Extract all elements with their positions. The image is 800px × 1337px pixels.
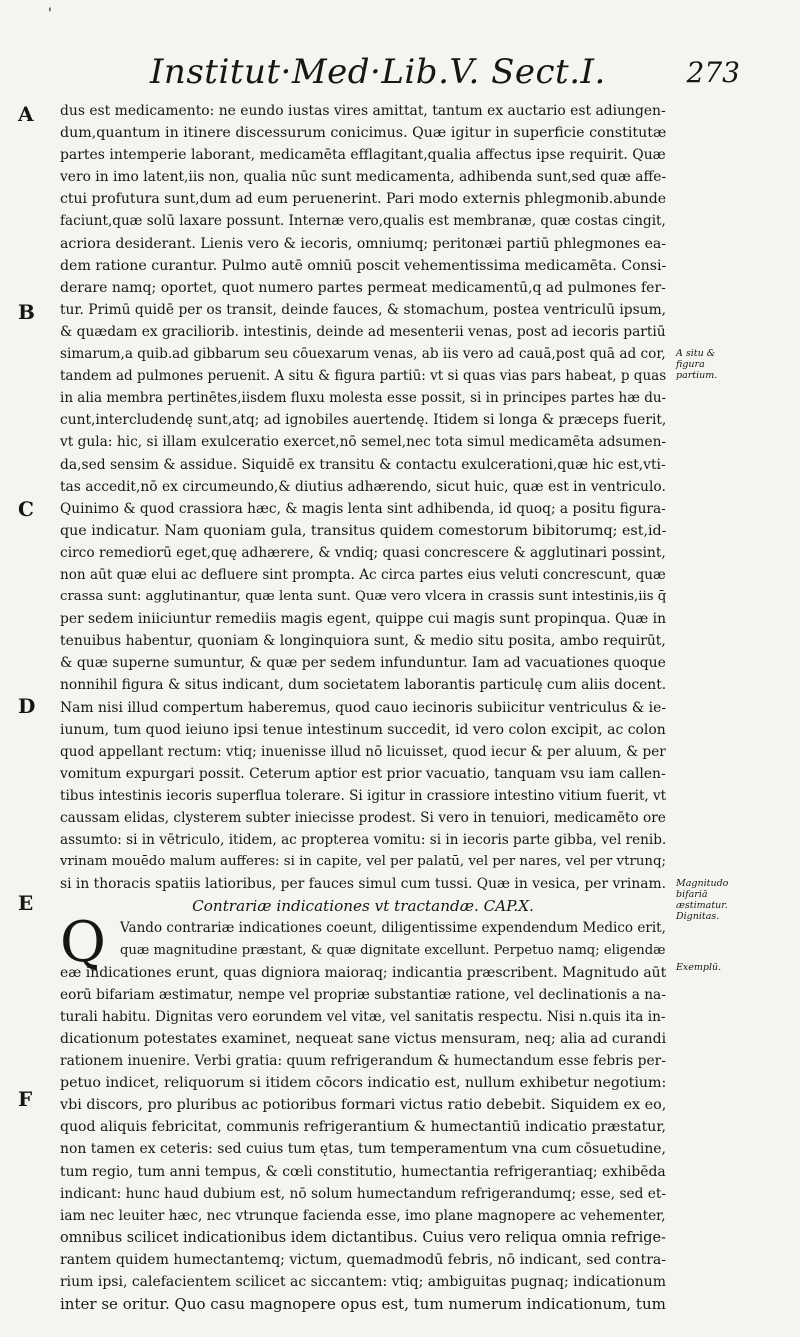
text-line: assumto: si in vētriculo, itidem, ac propterea vomitu: si in iecoris parte gibba, vel renib. <box>60 832 666 849</box>
text-line: inter se oritur. Quo casu magnopere opus est, tum numerum indicationum, tum <box>60 1295 666 1314</box>
text-line: faciunt,quæ solū laxare possunt. Internæ vero,qualis est membranæ, quæ costas cingit, <box>60 213 666 230</box>
text-line: rium ipsi, calefacientem scilicet ac siccantem: vtiq; ambiguitas pugnaq; indicationum <box>60 1273 666 1290</box>
text-line: rationem inuenire. Verbi gratia: quum refrigerandum & humectandum esse febris per- <box>60 1053 666 1070</box>
text-line: quæ magnitudine præstant, & quæ dignitate excellunt. Perpetuo namq; eligendæ <box>120 942 666 958</box>
text-line: vomitum expurgari possit. Ceterum aptior est prior vacuatio, tanquam vsu iam callen- <box>60 765 666 782</box>
text-line: que indicatur. Nam quoniam gula, transitus quidem comestorum bibitorumq; est,id- <box>60 522 666 539</box>
text-line: caussam elidas, clysterem subter iniecisse prodest. Si vero in tenuiori, medicamēto ore <box>60 810 666 826</box>
text-line: non tamen ex ceteris: sed cuius tum ętas, tum temperamentum vna cum cōsuetudine, <box>60 1141 666 1158</box>
section-sigla-a: A <box>18 102 34 126</box>
text-line: tenuibus habentur, quoniam & longinquiora sunt, & medio situ posita, ambo requirūt, <box>60 633 666 650</box>
text-line: dus est medicamento: ne eundo iustas vires amittat, tantum ex auctario est adiungen- <box>60 103 666 119</box>
section-sigla-f: F <box>18 1087 33 1111</box>
text-line: rantem quidem humectantemq; victum, quemadmodū febris, nō indicant, sed contra- <box>60 1251 666 1268</box>
text-line: iam nec leuiter hæc, nec vtrunque facienda esse, imo plane magnopere ac vehementer, <box>60 1207 666 1224</box>
text-line: petuo indicet, reliquorum si itidem cōcors indicatio est, nullum exhibetur negotium: <box>60 1075 666 1092</box>
section-sigla-d: D <box>18 694 36 718</box>
section-sigla-b: B <box>18 300 35 324</box>
text-line: & quædam ex graciliorib. intestinis, deinde ad mesenterii venas, post ad iecoris partiū <box>60 323 666 340</box>
margin-note-exemplum: Exemplū. <box>676 962 722 973</box>
text-line: iunum, tum quod ieiuno ipsi tenue intestinum succedit, id vero colon excipit, ac colon <box>60 721 666 738</box>
text-line: vt gula: hic, si illam exulceratio exercet,nō semel,nec tota simul medicamēta adsumen- <box>60 434 666 451</box>
text-line: cunt,intercludendę sunt,atq; ad ignobiles auertendę. Itidem si longa & præceps fuerit, <box>60 412 666 429</box>
text-line: vero in imo latent,iis non, qualia nūc sunt medicamenta, adhibenda sunt,sed quæ affe- <box>60 169 666 186</box>
text-line: partes intemperie laborant, medicamēta efflagitant,qualia affectus ipse requirit. Quæ <box>60 147 666 164</box>
text-line: crassa sunt: agglutinantur, quæ lenta sunt. Quæ vero vlcera in crassis sunt intestinis,iis q̄ <box>60 589 666 605</box>
text-line: tur. Primū quidē per os transit, deinde fauces, & stomachum, postea ventriculū ipsum, <box>60 301 666 318</box>
text-line: in alia membra pertinētes,iisdem fluxu molesta esse possit, si in principes partes hæ du- <box>60 390 666 407</box>
drop-cap: Q <box>60 910 106 976</box>
text-line: & quæ superne sumuntur, & quæ per sedem infunduntur. Iam ad vacuationes quoque <box>60 655 666 672</box>
text-line: vbi discors, pro pluribus ac potioribus formari victus ratio debebit. Siquidem ex eo, <box>60 1097 666 1114</box>
text-line: acriora desiderant. Lienis vero & iecoris, omniumq; peritonæi partiū phlegmones ea- <box>60 235 666 252</box>
margin-note-magnitudo: Magnitudo bifariā æstimatur. Dignitas. <box>676 878 729 922</box>
text-line: dicationum potestates examinet, nequeat sane victus mensuram, neq; alia ad curandi <box>60 1030 666 1047</box>
text-line: tum regio, tum anni tempus, & cœli constitutio, humectantia refrigerantiaq; exhibēda <box>60 1163 666 1180</box>
main-text <box>60 100 666 1337</box>
text-line: per sedem iniiciuntur remediis magis egent, quippe cui magis sunt propinqua. Quæ in <box>60 611 666 628</box>
chapter-heading: Contrariæ indicationes vt tractandæ. CAP.X. <box>192 897 534 916</box>
text-line: si in thoracis spatiis latioribus, per fauces simul cum tussi. Quæ in vesica, per vrinam. <box>60 876 666 893</box>
section-sigla-e: E <box>18 891 34 915</box>
text-line: turali habitu. Dignitas vero eorundem vel vitæ, vel sanitatis respectu. Nisi n.quis ita in- <box>60 1008 666 1025</box>
text-line: ctui profutura sunt,dum ad eum peruenerint. Pari modo externis phlegmonib.abunde <box>60 191 666 208</box>
ink-speck: ' <box>48 6 52 22</box>
text-line: quod aliquis febricitat, communis refrigerantium & humectantiū indicatio præstatur, <box>60 1119 666 1136</box>
page-header <box>140 52 740 94</box>
text-line: circo remediorū eget,quę adhærere, & vndiq; quasi concrescere & agglutinari possint, <box>60 544 666 561</box>
page-number: 273 <box>686 56 740 89</box>
running-head: Institut·Med·Lib.V. Sect.I. <box>150 52 606 92</box>
text-line: da,sed sensim & assidue. Siquidē ex transitu & contactu exulcerationi,quæ hic est,vti- <box>60 456 666 473</box>
text-line: tandem ad pulmones peruenit. A situ & figura partiū: vt si quas vias pars habeat, p quas <box>60 368 666 385</box>
text-line: dem ratione curantur. Pulmo autē omniū poscit vehementissima medicamēta. Consi- <box>60 257 666 274</box>
text-line: non aūt quæ elui ac defluere sint prompta. Ac circa partes eius veluti concrescunt, quæ <box>60 566 666 583</box>
text-line: Quinimo & quod crassiora hæc, & magis lenta sint adhibenda, id quoq; a positu figura- <box>60 500 666 517</box>
text-line: dum,quantum in itinere discessurum conicimus. Quæ igitur in superficie constitutæ <box>60 125 666 142</box>
text-line: tas accedit,nō ex circumeundo,& diutius adhærendo, sicut huic, quæ est in ventriculo. <box>60 478 666 495</box>
text-line <box>60 1315 666 1337</box>
margin-note-situ: A situ & figura partium. <box>676 348 718 381</box>
text-line: indicant: hunc haud dubium est, nō solum humectandum refrigerandumq; esse, sed et- <box>60 1185 666 1202</box>
text-line: Nam nisi illud compertum haberemus, quod cauo iecinoris subiicitur ventriculus & ie- <box>60 699 666 716</box>
text-line: eorū bifariam æstimatur, nempe vel propriæ substantiæ ratione, vel declinationis a na- <box>60 986 666 1003</box>
text-line: simarum,a quib.ad gibbarum seu cōuexarum venas, ab iis vero ad cauā,post quā ad cor, <box>60 346 666 363</box>
section-sigla-c: C <box>18 497 34 521</box>
text-line: quod appellant rectum: vtiq; inuenisse illud nō licuisset, quod iecur & per aluum, & per <box>60 743 666 760</box>
text-line: vrinam mouēdo malum aufferes: si in capite, vel per palatū, vel per nares, vel per vtrunq; <box>60 854 666 870</box>
text-line: eæ indicationes erunt, quas digniora maioraq; indicantia præscribent. Magnitudo aūt <box>60 964 666 981</box>
text-line: omnibus scilicet indicationibus idem dictantibus. Cuius vero reliqua omnia refrige- <box>60 1229 666 1246</box>
text-line: tibus intestinis iecoris superflua tolerare. Si igitur in crassiore intestino vitium fuerit, vt <box>60 787 666 804</box>
text-line: derare namq; oportet, quot numero partes permeat medicamentū,q ad pulmones fer- <box>60 279 666 296</box>
text-line: nonnihil figura & situs indicant, dum societatem laborantis particulę cum aliis docent. <box>60 677 666 694</box>
text-line: Vando contrariæ indicationes coeunt, diligentissime expendendum Medico erit, <box>120 920 666 937</box>
